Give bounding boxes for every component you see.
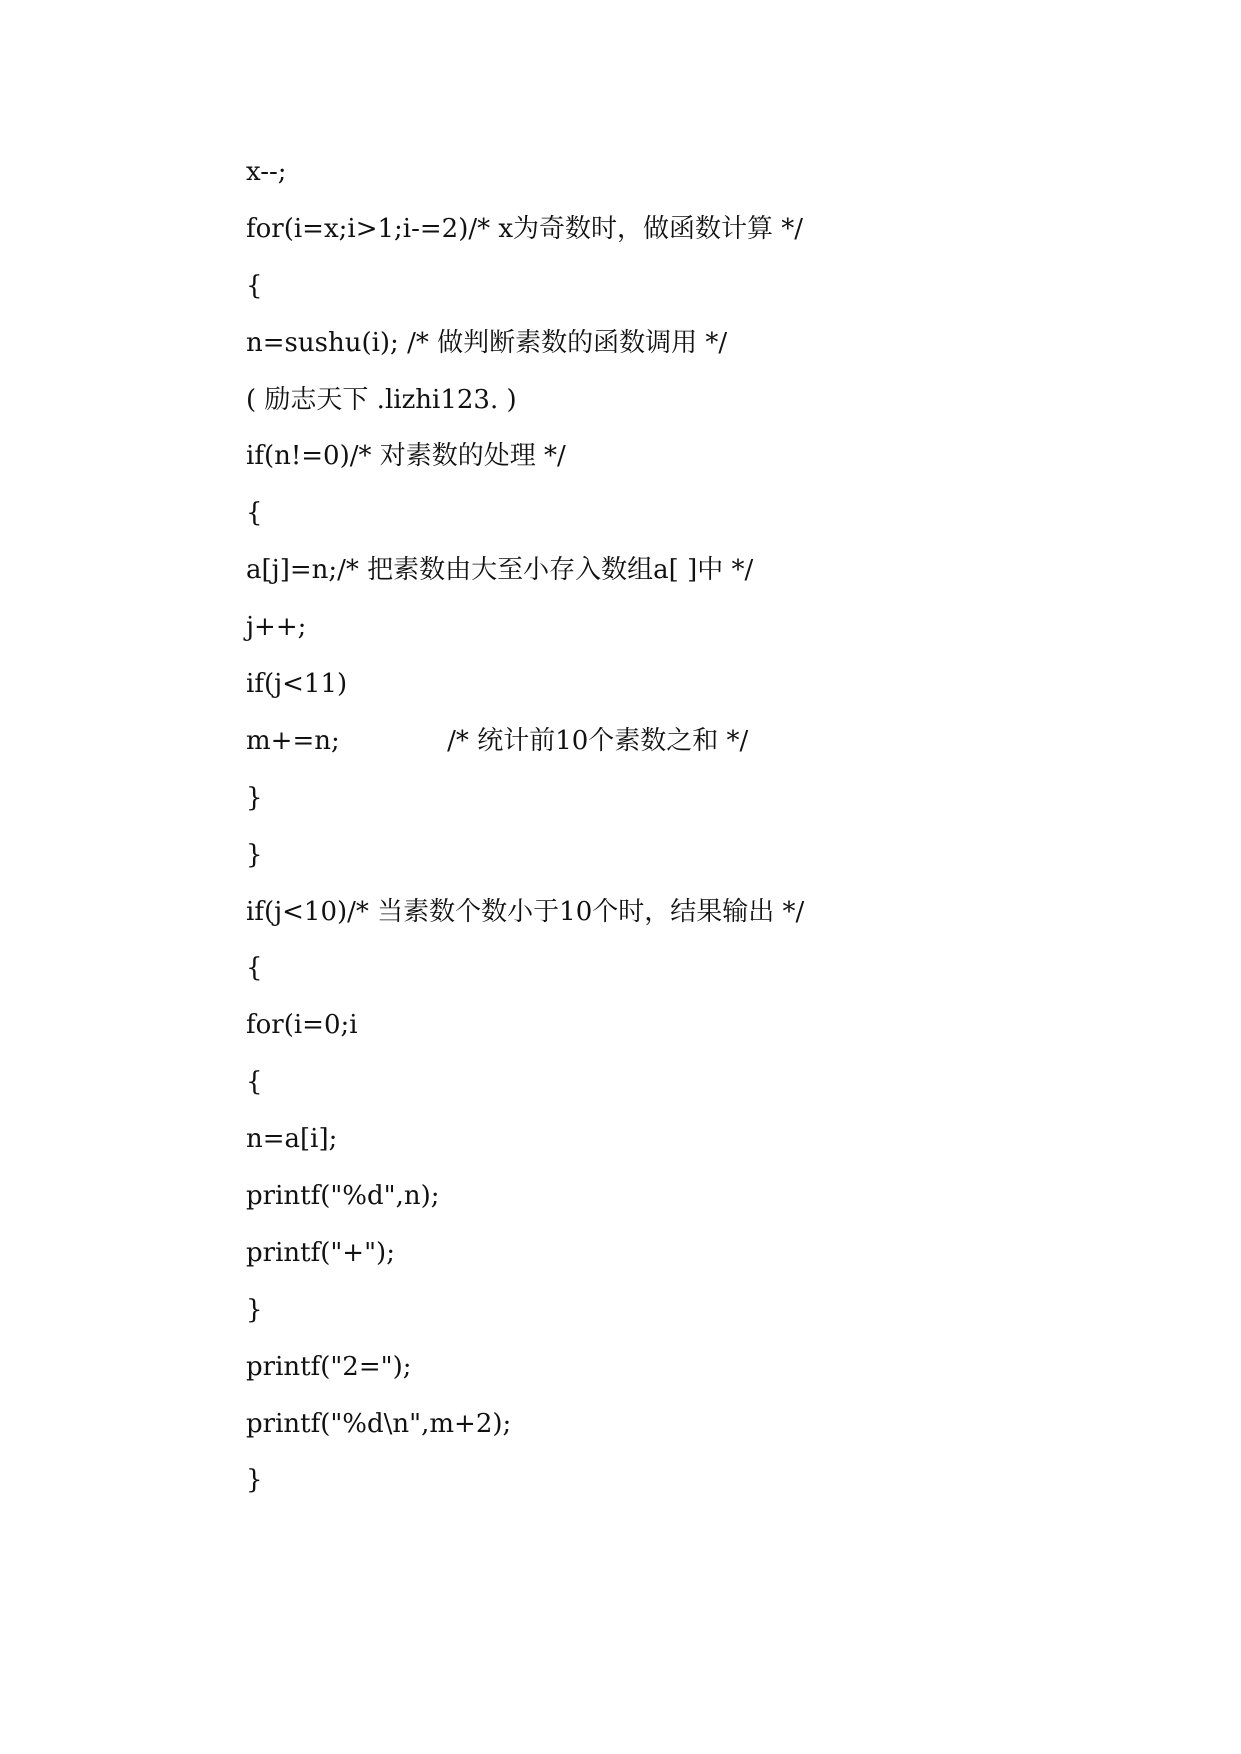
- code-line-12: }: [246, 782, 263, 813]
- code-line-16: for(i=0;i: [246, 1010, 358, 1041]
- code-line-6: if(n!=0)/* 对素数的处理 */: [246, 441, 566, 472]
- code-line-24: }: [246, 1465, 263, 1496]
- code-line-10: if(j<11): [246, 669, 348, 700]
- code-line-22: printf("2=");: [246, 1351, 412, 1382]
- code-line-9: j++;: [246, 612, 307, 643]
- code-line-18: n=a[i];: [246, 1124, 338, 1155]
- code-line-14: if(j<10)/* 当素数个数小于10个时，结果输出 */: [246, 896, 805, 927]
- code-line-8: a[j]=n;/* 把素数由大至小存入数组a[ ]中 */: [246, 555, 754, 586]
- code-line-4: n=sushu(i); /* 做判断素数的函数调用 */: [246, 327, 728, 358]
- code-line-17: {: [246, 1067, 263, 1098]
- code-listing: [246, 150, 804, 1515]
- code-line-20: printf("+");: [246, 1237, 395, 1268]
- code-line-15: {: [246, 953, 263, 984]
- code-line-11: m+=n; /* 统计前10个素数之和 */: [246, 725, 749, 756]
- code-line-5: ( 励志天下 .lizhi123. ): [246, 384, 517, 415]
- code-line-1: x--;: [246, 157, 287, 187]
- code-line-13: }: [246, 839, 263, 870]
- code-line-3: {: [246, 270, 263, 301]
- code-line-2: for(i=x;i>1;i-=2)/* x为奇数时，做函数计算 */: [246, 213, 804, 244]
- code-line-19: printf("%d",n);: [246, 1181, 440, 1212]
- code-line-21: }: [246, 1294, 263, 1325]
- code-line-23: printf("%d\n",m+2);: [246, 1408, 512, 1439]
- code-line-7: {: [246, 498, 263, 529]
